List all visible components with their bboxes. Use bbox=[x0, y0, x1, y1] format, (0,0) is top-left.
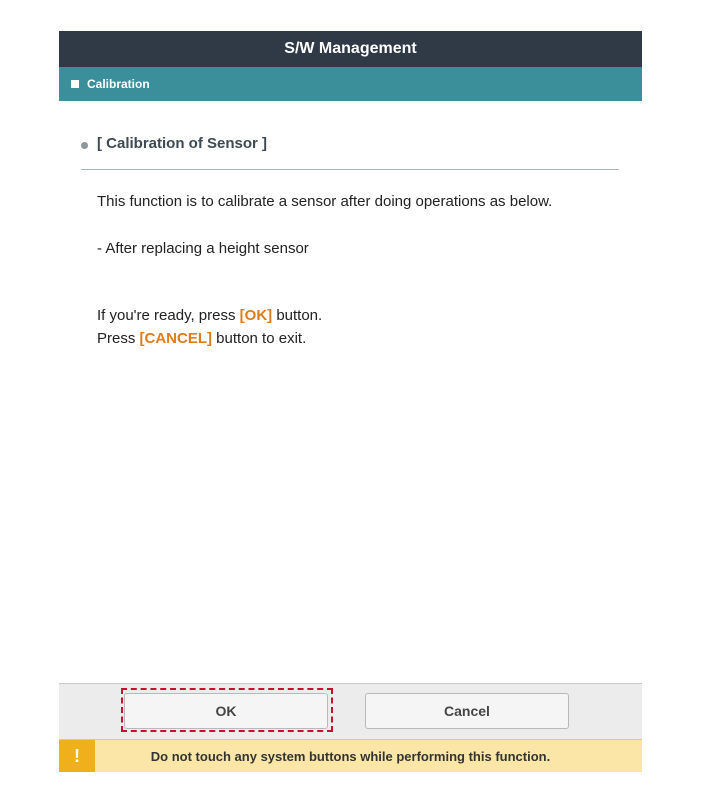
sub-header-bar bbox=[59, 67, 642, 101]
ready-suffix: button. bbox=[272, 307, 323, 324]
description-line: This function is to calibrate a sensor after doing operations as below. bbox=[97, 193, 553, 210]
cancel-key-highlight: [CANCEL] bbox=[139, 330, 213, 347]
ok-button[interactable]: OK bbox=[124, 693, 328, 729]
sub-header-label: Calibration bbox=[87, 77, 150, 91]
section-title: [ Calibration of Sensor ] bbox=[97, 135, 268, 152]
dialog-frame bbox=[59, 31, 642, 771]
title-bar bbox=[59, 31, 642, 67]
ready-prefix: If you're ready, press bbox=[97, 307, 240, 324]
cancel-button[interactable]: Cancel bbox=[365, 693, 569, 729]
square-bullet-icon bbox=[71, 80, 79, 88]
warning-text: Do not touch any system buttons while performing this function. bbox=[150, 748, 551, 764]
warning-bar bbox=[59, 739, 642, 772]
window-title: S/W Management bbox=[284, 40, 417, 57]
bullet-dot-icon bbox=[81, 142, 88, 149]
warning-icon: ! bbox=[59, 740, 95, 772]
cancel-prefix: Press bbox=[97, 330, 140, 347]
cancel-suffix: button to exit. bbox=[212, 330, 307, 347]
button-footer bbox=[59, 683, 642, 740]
cancel-instruction bbox=[97, 330, 306, 348]
operation-item: - After replacing a height sensor bbox=[97, 240, 309, 257]
ok-key-highlight: [OK] bbox=[239, 307, 273, 324]
section-header bbox=[81, 135, 619, 170]
ready-instruction bbox=[97, 307, 322, 325]
